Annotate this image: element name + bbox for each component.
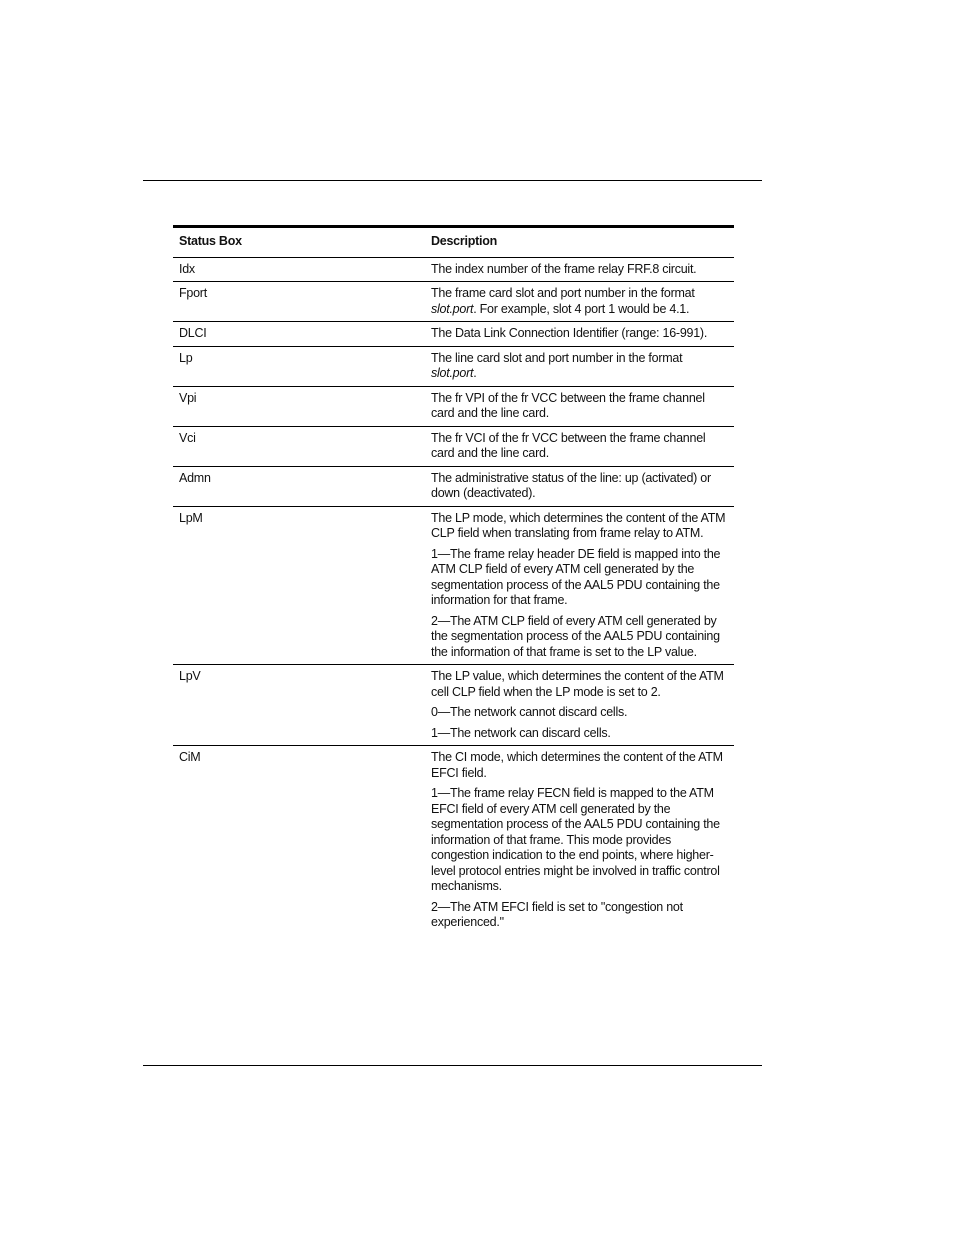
- status-box-name: Fport: [173, 282, 425, 322]
- table-body: [173, 257, 734, 935]
- status-box-name: Idx: [173, 257, 425, 282]
- description-paragraph: The fr VPI of the fr VCC between the frame channel card and the line card.: [431, 390, 705, 420]
- description-paragraph: 1—The frame relay header DE field is mapped into the ATM CLP field of every ATM cell generated by the segmentation process of the AAL5 PDU containing the information for that frame.: [431, 546, 721, 607]
- description-paragraph: The administrative status of the line: up (activated) or down (deactivated).: [431, 470, 711, 500]
- status-box-name: Admn: [173, 466, 425, 506]
- description-paragraph: 0—The network cannot discard cells.: [431, 705, 628, 719]
- description-text: The frame card slot and port number in the format: [431, 286, 695, 300]
- header-rule: [143, 180, 762, 181]
- status-box-description: [425, 506, 734, 665]
- table-row: [173, 506, 734, 665]
- format-term: slot.port: [431, 366, 474, 380]
- description-paragraph: 2—The ATM EFCI field is set to "congestion not experienced.": [431, 899, 683, 929]
- status-box-name: DLCI: [173, 322, 425, 347]
- status-box-name: Vci: [173, 426, 425, 466]
- footer-rule: [143, 1065, 762, 1066]
- description-paragraph: The LP value, which determines the content of the ATM cell CLP field when the LP mode is set to 2.: [431, 669, 724, 699]
- column-header-status-box: Status Box: [173, 227, 425, 258]
- table-row: [173, 322, 734, 347]
- description-paragraph: [431, 286, 728, 317]
- table-row: [173, 466, 734, 506]
- status-box-name: LpM: [173, 506, 425, 665]
- description-paragraph: 1—The frame relay FECN field is mapped to the ATM EFCI field of every ATM cell generated by the segmentation process of the AAL5 PDU containing the information of that frame. This mode provides congestion indication to the end points, where higher-level protocol entries might be involved in traffic control mechanisms.: [431, 786, 720, 893]
- description-text: The line card slot and port number in the format: [431, 350, 683, 365]
- status-box-table: [173, 225, 734, 935]
- status-box-description: [425, 426, 734, 466]
- description-paragraph: The index number of the frame relay FRF.8 circuit.: [431, 261, 697, 276]
- table-row: [173, 346, 734, 386]
- status-box-description: [425, 282, 734, 322]
- description-paragraph: The Data Link Connection Identifier (range: 16-991).: [431, 326, 708, 340]
- table-row: [173, 257, 734, 282]
- status-box-description: [425, 746, 734, 935]
- table-row: [173, 426, 734, 466]
- description-paragraph: The CI mode, which determines the content of the ATM EFCI field.: [431, 750, 723, 780]
- status-box-description: [425, 386, 734, 426]
- status-box-description: [425, 665, 734, 746]
- status-box-description: [425, 346, 734, 386]
- table-row: [173, 665, 734, 746]
- column-header-description: Description: [425, 227, 734, 258]
- status-box-description: [425, 322, 734, 347]
- description-paragraph: 2—The ATM CLP field of every ATM cell generated by the segmentation process of the AAL5 PDU containing the information of that frame is set to the LP value.: [431, 613, 720, 659]
- status-box-name: Lp: [173, 346, 425, 386]
- table-row: [173, 386, 734, 426]
- status-box-description: [425, 466, 734, 506]
- table-row: [173, 746, 734, 935]
- table-row: [173, 282, 734, 322]
- description-paragraph: [431, 351, 728, 382]
- description-paragraph: The LP mode, which determines the content of the ATM CLP field when translating from frame relay to ATM.: [431, 510, 726, 540]
- description-text: .: [473, 366, 477, 380]
- status-box-name: CiM: [179, 750, 201, 764]
- status-box-name: Vpi: [173, 386, 425, 426]
- table-header-row: [173, 227, 734, 258]
- description-paragraph: 1—The network can discard cells.: [431, 725, 611, 740]
- description-paragraph: The fr VCI of the fr VCC between the frame channel card and the line card.: [431, 430, 706, 460]
- status-box-description: [425, 257, 734, 282]
- format-term: slot.port: [431, 301, 474, 316]
- description-text: . For example, slot 4 port 1 would be 4.1.: [473, 301, 690, 316]
- status-box-name: LpV: [173, 665, 425, 746]
